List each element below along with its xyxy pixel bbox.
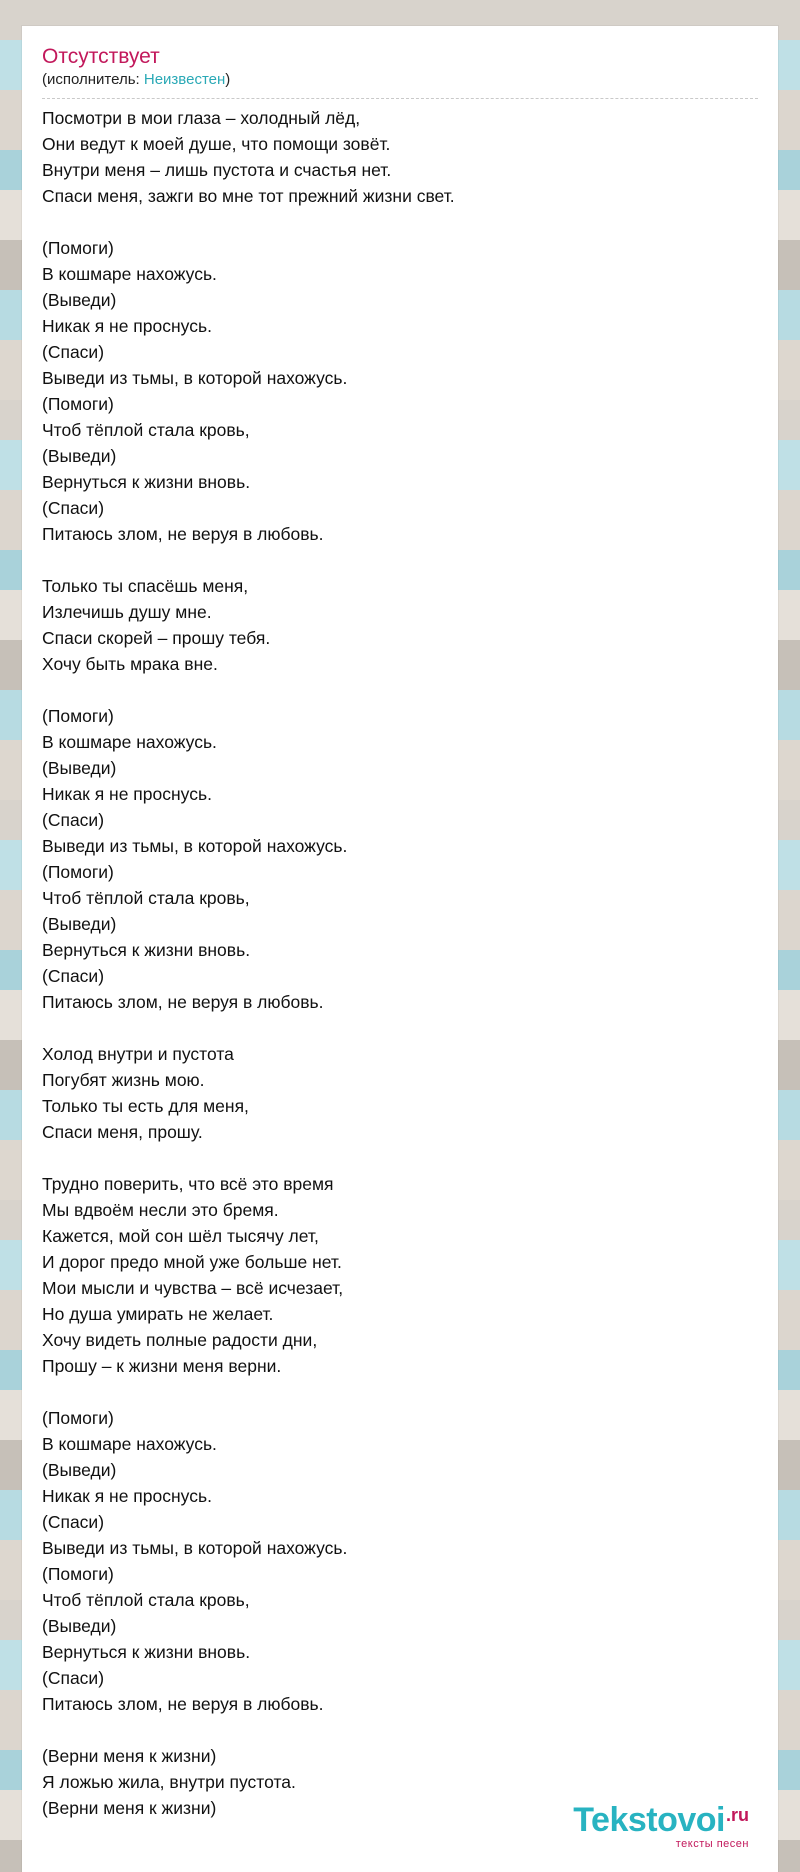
lyrics-line: Хочу быть мрака вне. [42, 654, 218, 674]
lyrics-line: Я ложью жила, внутри пустота. [42, 1772, 296, 1792]
lyrics-line: Никак я не проснусь. [42, 1486, 212, 1506]
lyrics-line: Вернуться к жизни вновь. [42, 472, 251, 492]
lyrics-line: Питаюсь злом, не веруя в любовь. [42, 1694, 324, 1714]
lyrics-line: Вернуться к жизни вновь. [42, 940, 251, 960]
lyrics-line: Никак я не проснусь. [42, 784, 212, 804]
lyrics-line: (Помоги) [42, 862, 114, 882]
lyrics-line: Питаюсь злом, не веруя в любовь. [42, 524, 324, 544]
lyrics-line: (Верни меня к жизни) [42, 1798, 217, 1818]
lyrics-line: Чтоб тёплой стала кровь, [42, 888, 250, 908]
lyrics-line: (Спаси) [42, 810, 105, 830]
lyrics-line: Мы вдвоём несли это бремя. [42, 1200, 279, 1220]
lyrics-line: (Верни меня к жизни) [42, 1746, 217, 1766]
lyrics-line: Выведи из тьмы, в которой нахожусь. [42, 368, 348, 388]
song-title: Отсутствует [42, 45, 160, 68]
lyrics-line: Трудно поверить, что всё это время [42, 1174, 334, 1194]
song-header [42, 44, 758, 99]
lyrics-line: В кошмаре нахожусь. [42, 264, 217, 284]
site-logo[interactable] [573, 1803, 749, 1850]
logo-tagline: тексты песен [675, 1838, 749, 1850]
lyrics-line: И дорог предо мной уже больше нет. [42, 1252, 342, 1272]
performer-suffix: ) [225, 71, 231, 88]
lyrics-line: В кошмаре нахожусь. [42, 732, 217, 752]
lyrics-page [22, 26, 778, 1872]
lyrics-line: В кошмаре нахожусь. [42, 1434, 217, 1454]
lyrics-line: (Выведи) [42, 758, 117, 778]
lyrics-line: Излечишь душу мне. [42, 602, 212, 622]
lyrics-line: Прошу – к жизни меня верни. [42, 1356, 282, 1376]
lyrics-blank-line [42, 1717, 758, 1743]
lyrics-line: (Выведи) [42, 446, 117, 466]
lyrics-line: Но душа умирать не желает. [42, 1304, 274, 1324]
performer-link[interactable]: Неизвестен [143, 71, 226, 88]
lyrics-line: (Выведи) [42, 1460, 117, 1480]
lyrics-line: Выведи из тьмы, в которой нахожусь. [42, 1538, 348, 1558]
lyrics-blank-line [42, 547, 758, 573]
lyrics-line: Мои мысли и чувства – всё исчезает, [42, 1278, 344, 1298]
lyrics-line: Чтоб тёплой стала кровь, [42, 1590, 250, 1610]
performer-prefix: (исполнитель: [42, 71, 144, 88]
lyrics-line: (Выведи) [42, 290, 117, 310]
lyrics-line: Никак я не проснусь. [42, 316, 212, 336]
performer-line [42, 70, 758, 90]
lyrics-line: (Спаси) [42, 966, 105, 986]
lyrics-line: (Помоги) [42, 394, 114, 414]
lyrics-blank-line [42, 1379, 758, 1405]
lyrics-text [42, 105, 758, 1821]
lyrics-line: Чтоб тёплой стала кровь, [42, 420, 250, 440]
lyrics-line: Хочу видеть полные радости дни, [42, 1330, 318, 1350]
lyrics-line: Питаюсь злом, не веруя в любовь. [42, 992, 324, 1012]
lyrics-line: Спаси меня, прошу. [42, 1122, 203, 1142]
lyrics-line: Выведи из тьмы, в которой нахожусь. [42, 836, 348, 856]
lyrics-line: Внутри меня – лишь пустота и счастья нет. [42, 160, 392, 180]
lyrics-line: Спаси меня, зажги во мне тот прежний жизни свет. [42, 186, 455, 206]
lyrics-line: (Спаси) [42, 498, 105, 518]
lyrics-line: (Спаси) [42, 1668, 105, 1688]
lyrics-line: Холод внутри и пустота [42, 1044, 234, 1064]
lyrics-line: (Помоги) [42, 1564, 114, 1584]
logo-name: Tekstovoi [573, 1801, 725, 1839]
lyrics-line: Посмотри в мои глаза – холодный лёд, [42, 108, 361, 128]
logo-tld: .ru [725, 1805, 749, 1825]
lyrics-line: Они ведут к моей душе, что помощи зовёт. [42, 134, 391, 154]
lyrics-line: Кажется, мой сон шёл тысячу лет, [42, 1226, 319, 1246]
lyrics-line: (Выведи) [42, 1616, 117, 1636]
lyrics-blank-line [42, 677, 758, 703]
lyrics-blank-line [42, 1145, 758, 1171]
lyrics-line: Спаси скорей – прошу тебя. [42, 628, 271, 648]
lyrics-line: (Спаси) [42, 342, 105, 362]
lyrics-blank-line [42, 1015, 758, 1041]
lyrics-line: Только ты спасёшь меня, [42, 576, 249, 596]
lyrics-line: (Помоги) [42, 706, 114, 726]
lyrics-line: (Помоги) [42, 1408, 114, 1428]
lyrics-line: Погубят жизнь мою. [42, 1070, 205, 1090]
lyrics-line: Вернуться к жизни вновь. [42, 1642, 251, 1662]
lyrics-line: (Помоги) [42, 238, 114, 258]
lyrics-line: Только ты есть для меня, [42, 1096, 249, 1116]
lyrics-blank-line [42, 209, 758, 235]
lyrics-line: (Выведи) [42, 914, 117, 934]
lyrics-line: (Спаси) [42, 1512, 105, 1532]
